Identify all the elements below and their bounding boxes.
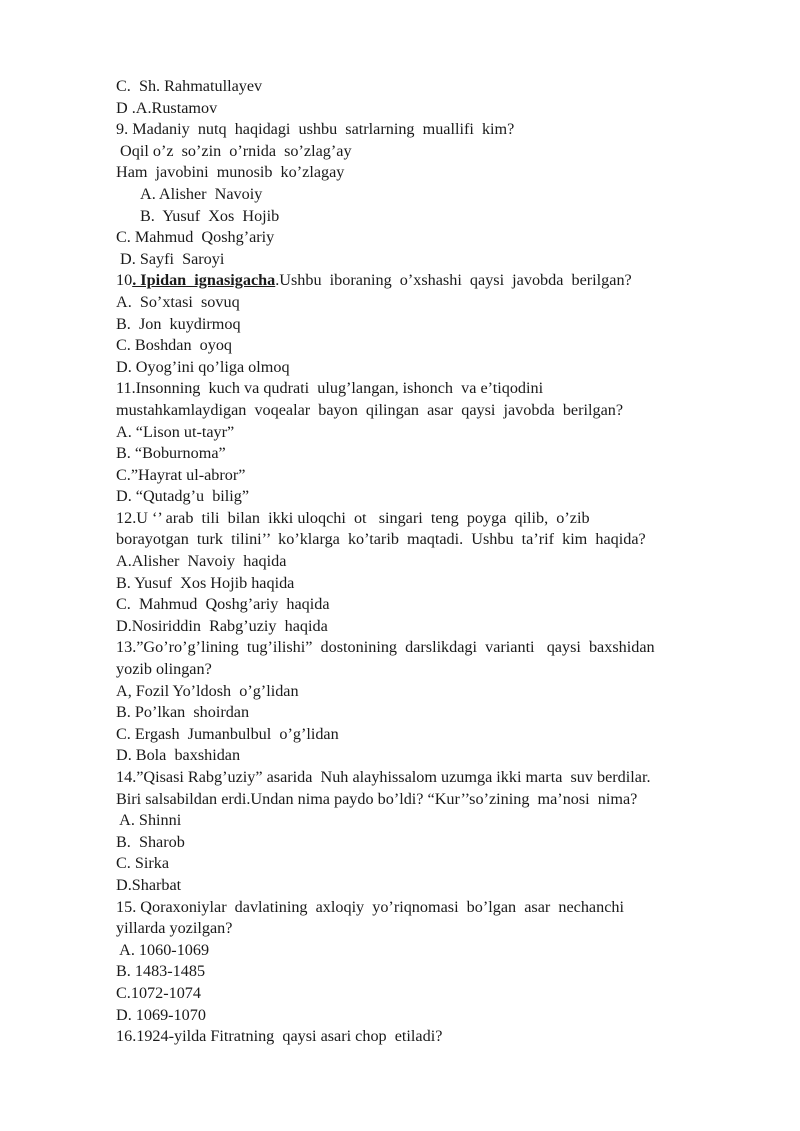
question-10	[116, 270, 746, 292]
option-a: A. 1060-1069	[116, 940, 210, 959]
question-12: 12.U ‘’ arab tili bilan ikki uloqchi ot singari teng poyga qilib, o’zib	[116, 508, 590, 527]
option-a: A. “Lison ut-tayr”	[116, 422, 235, 441]
idiom-phrase: . Ipidan ignasigacha	[132, 271, 276, 290]
option-b: B. Yusuf Xos Hojib haqida	[116, 573, 295, 592]
option-a: A. Shinni	[116, 811, 182, 830]
option-c: C.”Hayrat ul-abror”	[116, 465, 246, 484]
option-a: A, Fozil Yo’ldosh o’g’lidan	[116, 681, 299, 700]
option-d: D. 1069-1070	[116, 1005, 206, 1024]
text-line: yozib olingan?	[116, 660, 212, 679]
option-d: D. Bola baxshidan	[116, 746, 241, 765]
question-16: 16.1924-yilda Fitratning qaysi asari chop etiladi?	[116, 1027, 443, 1046]
option-b: B. Sharob	[116, 832, 185, 851]
option-b: B. Po’lkan shoirdan	[116, 703, 250, 722]
question-number: 10	[116, 271, 133, 290]
option-b: B. 1483-1485	[116, 962, 206, 981]
text-line: mustahkamlaydigan voqealar bayon qilingan asar qaysi javobda berilgan?	[116, 400, 624, 419]
option-b: B. “Boburnoma”	[116, 444, 226, 463]
option-c: C. Boshdan oyoq	[116, 336, 233, 355]
text-line: borayotgan turk tilini’’ ko’klarga ko’tarib maqtadi. Ushbu ta’rif kim haqida?	[116, 530, 646, 549]
text-line: C. Sh. Rahmatullayev	[116, 77, 263, 95]
option-a: A. So’xtasi sovuq	[116, 292, 240, 311]
question-14: 14.”Qisasi Rabg’uziy” asarida Nuh alayhissalom uzumga ikki marta suv berdilar.	[116, 768, 651, 786]
question-text: .Ushbu iboraning o’xshashi qaysi javobda berilgan?	[275, 271, 632, 290]
option-b: B. Yusuf Xos Hojib	[140, 206, 280, 225]
text-line: Ham javobini munosib ko’zlagay	[116, 163, 345, 182]
option-d: D. “Qutadg’u bilig”	[116, 487, 250, 506]
option-c: C. Mahmud Qoshg’ariy	[116, 228, 275, 247]
option-c: C. Mahmud Qoshg’ariy haqida	[116, 595, 330, 614]
option-a: A.Alisher Navoiy haqida	[116, 552, 287, 571]
option-c: C. Ergash Jumanbulbul o’g’lidan	[116, 724, 339, 743]
text-line: Oqil o’z so’zin o’rnida so’zlag’ay	[116, 141, 352, 160]
option-d: D.Sharbat	[116, 875, 182, 894]
text-line: Biri salsabildan erdi.Undan nima paydo bo’ldi? “Kur’’so’zining ma’nosi nima?	[116, 789, 638, 808]
option-a: A. Alisher Navoiy	[140, 184, 263, 203]
option-d: D. Oyog’ini qo’liga olmoq	[116, 357, 290, 376]
option-c: C.1072-1074	[116, 983, 201, 1002]
option-c: C. Sirka	[116, 854, 170, 873]
option-d: D. Sayfi Saroyi	[116, 249, 225, 268]
question-15: 15. Qoraxoniylar davlatining axloqiy yo’riqnomasi bo’lgan asar nechanchi	[116, 897, 624, 916]
text-line: D .A.Rustamov	[116, 98, 218, 117]
option-b: B. Jon kuydirmoq	[116, 314, 241, 333]
question-11: 11.Insonning kuch va qudrati ulug’langan, ishonch va e’tiqodini	[116, 379, 544, 398]
document-page	[116, 76, 746, 1048]
question-9: 9. Madaniy nutq haqidagi ushbu satrlarning muallifi kim?	[116, 120, 515, 139]
text-line: yillarda yozilgan?	[116, 919, 233, 938]
option-d: D.Nosiriddin Rabg’uziy haqida	[116, 616, 328, 635]
question-13: 13.”Go’ro’g’lining tug’ilishi” dostonining darslikdagi varianti qaysi baxshidan	[116, 638, 655, 657]
